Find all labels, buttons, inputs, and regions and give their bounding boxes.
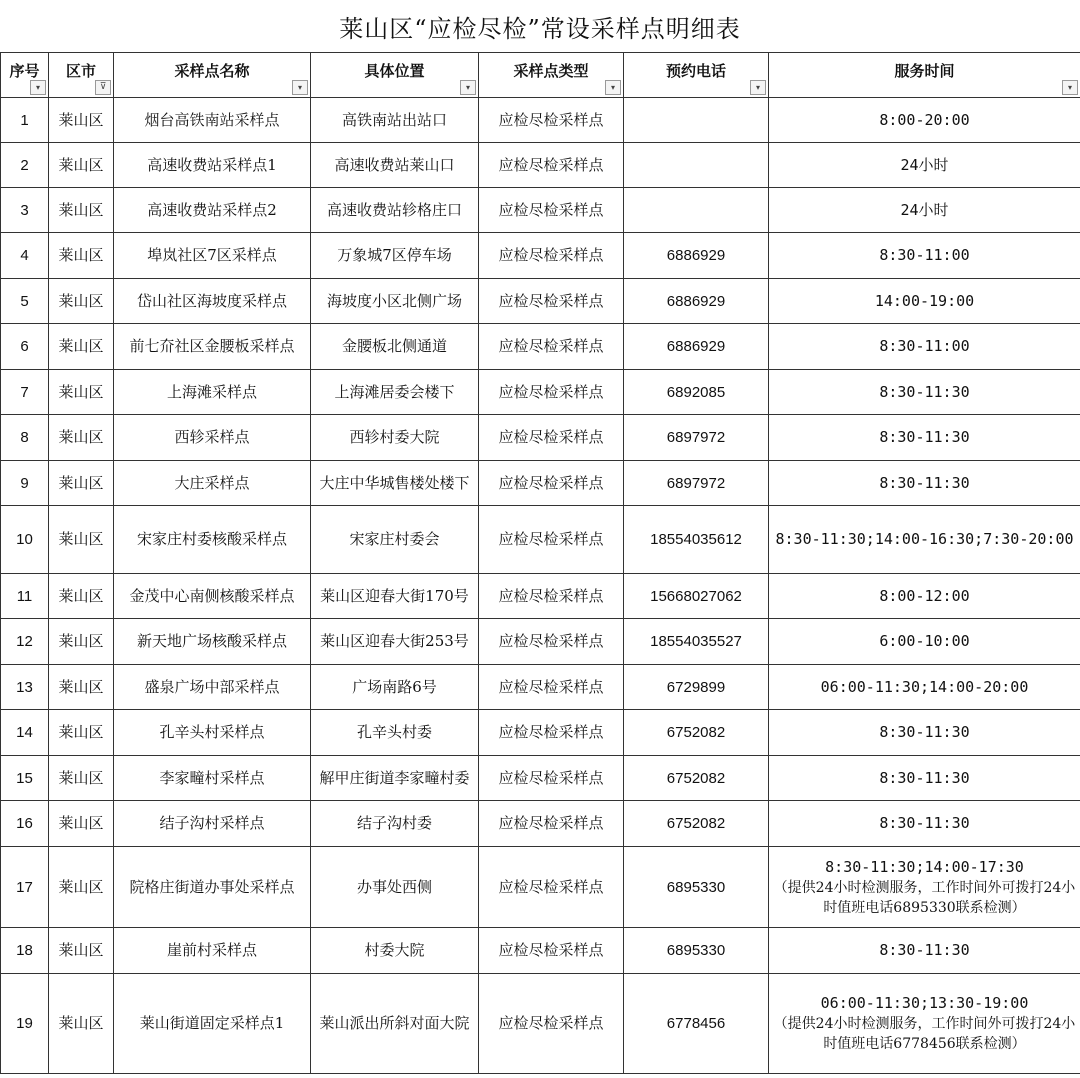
- cell-seq[interactable]: 6: [1, 324, 49, 370]
- cell-type[interactable]: 应检尽检采样点: [479, 233, 624, 279]
- cell-name[interactable]: 高速收费站采样点1: [114, 143, 311, 188]
- table-row: [1, 756, 1080, 801]
- cell-phone[interactable]: 18554035612: [624, 506, 769, 574]
- cell-type[interactable]: 应检尽检采样点: [479, 619, 624, 665]
- cell-type[interactable]: 应检尽检采样点: [479, 98, 624, 143]
- cell-phone[interactable]: 6886929: [624, 324, 769, 370]
- cell-district[interactable]: 莱山区: [49, 710, 114, 756]
- cell-name[interactable]: 岱山社区海坡度采样点: [114, 279, 311, 324]
- cell-phone[interactable]: 6752082: [624, 756, 769, 801]
- cell-hours[interactable]: 8:30-11:00: [769, 324, 1080, 370]
- table-row: [1, 574, 1080, 619]
- header-type: 采样点类型 ▾: [479, 53, 624, 98]
- cell-seq[interactable]: 12: [1, 619, 49, 665]
- cell-phone[interactable]: 15668027062: [624, 574, 769, 619]
- cell-type[interactable]: 应检尽检采样点: [479, 801, 624, 847]
- cell-hours[interactable]: 24小时: [769, 188, 1080, 233]
- cell-type[interactable]: 应检尽检采样点: [479, 370, 624, 415]
- cell-phone[interactable]: [624, 98, 769, 143]
- cell-district[interactable]: 莱山区: [49, 98, 114, 143]
- cell-location[interactable]: 高速收费站轸格庄口: [311, 188, 479, 233]
- table-row: [1, 188, 1080, 233]
- cell-seq[interactable]: 9: [1, 461, 49, 506]
- cell-seq[interactable]: 17: [1, 847, 49, 928]
- header-location: 具体位置 ▾: [311, 53, 479, 98]
- cell-phone[interactable]: 6895330: [624, 928, 769, 974]
- cell-phone[interactable]: 6886929: [624, 233, 769, 279]
- cell-phone[interactable]: 6778456: [624, 974, 769, 1074]
- cell-location[interactable]: 结子沟村委: [311, 801, 479, 847]
- cell-location[interactable]: 高铁南站出站口: [311, 98, 479, 143]
- cell-phone[interactable]: 18554035527: [624, 619, 769, 665]
- cell-type[interactable]: 应检尽检采样点: [479, 756, 624, 801]
- cell-name[interactable]: 金茂中心南侧核酸采样点: [114, 574, 311, 619]
- header-seq: 序号 ▾: [1, 53, 49, 98]
- cell-location[interactable]: 海坡度小区北侧广场: [311, 279, 479, 324]
- cell-location[interactable]: 宋家庄村委会: [311, 506, 479, 574]
- header-phone: 预约电话 ▾: [624, 53, 769, 98]
- cell-district[interactable]: 莱山区: [49, 143, 114, 188]
- cell-hours[interactable]: 8:00-20:00: [769, 98, 1080, 143]
- cell-hours[interactable]: 8:30-11:30: [769, 756, 1080, 801]
- cell-type[interactable]: 应检尽检采样点: [479, 928, 624, 974]
- cell-phone[interactable]: [624, 188, 769, 233]
- cell-district[interactable]: 莱山区: [49, 370, 114, 415]
- cell-name[interactable]: 院格庄街道办事处采样点: [114, 847, 311, 928]
- cell-district[interactable]: 莱山区: [49, 506, 114, 574]
- cell-seq[interactable]: 15: [1, 756, 49, 801]
- cell-name[interactable]: 李家疃村采样点: [114, 756, 311, 801]
- cell-name[interactable]: 结子沟村采样点: [114, 801, 311, 847]
- cell-seq[interactable]: 18: [1, 928, 49, 974]
- table-row: [1, 370, 1080, 415]
- table-row: [1, 665, 1080, 710]
- cell-district[interactable]: 莱山区: [49, 619, 114, 665]
- table-row: [1, 710, 1080, 756]
- cell-phone[interactable]: 6892085: [624, 370, 769, 415]
- filter-dropdown-icon[interactable]: ▾: [1062, 80, 1078, 95]
- cell-name[interactable]: 前七夼社区金腰板采样点: [114, 324, 311, 370]
- sheet-title: 莱山区“应检尽检”常设采样点明细表: [0, 0, 1080, 53]
- filter-dropdown-icon[interactable]: ▾: [30, 80, 46, 95]
- cell-seq[interactable]: 11: [1, 574, 49, 619]
- cell-phone[interactable]: [624, 143, 769, 188]
- cell-hours[interactable]: 8:00-12:00: [769, 574, 1080, 619]
- sampling-sites-table: [0, 52, 1080, 1074]
- table-row: [1, 619, 1080, 665]
- cell-district[interactable]: 莱山区: [49, 928, 114, 974]
- filter-active-icon[interactable]: ⊽: [95, 80, 111, 95]
- table-row: [1, 801, 1080, 847]
- cell-hours[interactable]: 06:00-11:30;13:30-19:00 （提供24小时检测服务，工作时间外可拨打24小时值班电话6778456联系检测）: [769, 974, 1080, 1074]
- cell-phone[interactable]: 6897972: [624, 415, 769, 461]
- table-row: [1, 143, 1080, 188]
- cell-phone[interactable]: 6897972: [624, 461, 769, 506]
- table-row: [1, 324, 1080, 370]
- cell-hours[interactable]: 06:00-11:30;14:00-20:00: [769, 665, 1080, 710]
- cell-location[interactable]: 莱山派出所斜对面大院: [311, 974, 479, 1074]
- table-row: [1, 279, 1080, 324]
- cell-seq[interactable]: 8: [1, 415, 49, 461]
- filter-dropdown-icon[interactable]: ▾: [605, 80, 621, 95]
- cell-hours[interactable]: 8:30-11:30: [769, 928, 1080, 974]
- filter-dropdown-icon[interactable]: ▾: [750, 80, 766, 95]
- cell-location[interactable]: 办事处西侧: [311, 847, 479, 928]
- cell-hours[interactable]: 8:30-11:30: [769, 461, 1080, 506]
- cell-hours[interactable]: 8:30-11:30: [769, 415, 1080, 461]
- table-row: [1, 847, 1080, 928]
- cell-type[interactable]: 应检尽检采样点: [479, 415, 624, 461]
- cell-type[interactable]: 应检尽检采样点: [479, 710, 624, 756]
- cell-seq[interactable]: 2: [1, 143, 49, 188]
- cell-type[interactable]: 应检尽检采样点: [479, 665, 624, 710]
- cell-location[interactable]: 村委大院: [311, 928, 479, 974]
- cell-location[interactable]: 莱山区迎春大街253号: [311, 619, 479, 665]
- cell-seq[interactable]: 14: [1, 710, 49, 756]
- cell-district[interactable]: 莱山区: [49, 847, 114, 928]
- cell-seq[interactable]: 13: [1, 665, 49, 710]
- cell-type[interactable]: 应检尽检采样点: [479, 188, 624, 233]
- cell-name[interactable]: 埠岚社区7区采样点: [114, 233, 311, 279]
- cell-district[interactable]: 莱山区: [49, 415, 114, 461]
- cell-location[interactable]: 解甲庄街道李家疃村委: [311, 756, 479, 801]
- table-row: [1, 928, 1080, 974]
- cell-hours[interactable]: 8:30-11:30: [769, 710, 1080, 756]
- cell-hours[interactable]: 6:00-10:00: [769, 619, 1080, 665]
- cell-hours[interactable]: 8:30-11:30: [769, 370, 1080, 415]
- cell-phone[interactable]: 6729899: [624, 665, 769, 710]
- cell-name[interactable]: 崖前村采样点: [114, 928, 311, 974]
- cell-location[interactable]: 上海滩居委会楼下: [311, 370, 479, 415]
- cell-type[interactable]: 应检尽检采样点: [479, 324, 624, 370]
- cell-name[interactable]: 莱山街道固定采样点1: [114, 974, 311, 1074]
- cell-district[interactable]: 莱山区: [49, 279, 114, 324]
- header-row: [1, 53, 1080, 98]
- cell-location[interactable]: 广场南路6号: [311, 665, 479, 710]
- cell-location[interactable]: 莱山区迎春大街170号: [311, 574, 479, 619]
- cell-hours[interactable]: 14:00-19:00: [769, 279, 1080, 324]
- cell-seq[interactable]: 10: [1, 506, 49, 574]
- cell-district[interactable]: 莱山区: [49, 974, 114, 1074]
- table-row: [1, 233, 1080, 279]
- cell-seq[interactable]: 1: [1, 98, 49, 143]
- cell-district[interactable]: 莱山区: [49, 665, 114, 710]
- cell-district[interactable]: 莱山区: [49, 461, 114, 506]
- cell-seq[interactable]: 19: [1, 974, 49, 1074]
- cell-phone[interactable]: 6886929: [624, 279, 769, 324]
- cell-name[interactable]: 西轸采样点: [114, 415, 311, 461]
- cell-district[interactable]: 莱山区: [49, 188, 114, 233]
- cell-name[interactable]: 大庄采样点: [114, 461, 311, 506]
- cell-seq[interactable]: 16: [1, 801, 49, 847]
- cell-type[interactable]: 应检尽检采样点: [479, 574, 624, 619]
- cell-district[interactable]: 莱山区: [49, 574, 114, 619]
- cell-location[interactable]: 金腰板北侧通道: [311, 324, 479, 370]
- cell-name[interactable]: 孔辛头村采样点: [114, 710, 311, 756]
- cell-seq[interactable]: 7: [1, 370, 49, 415]
- cell-name[interactable]: 宋家庄村委核酸采样点: [114, 506, 311, 574]
- filter-dropdown-icon[interactable]: ▾: [460, 80, 476, 95]
- cell-location[interactable]: 高速收费站莱山口: [311, 143, 479, 188]
- cell-location[interactable]: 孔辛头村委: [311, 710, 479, 756]
- cell-district[interactable]: 莱山区: [49, 801, 114, 847]
- cell-type[interactable]: 应检尽检采样点: [479, 506, 624, 574]
- cell-hours[interactable]: 8:30-11:30;14:00-17:30 （提供24小时检测服务，工作时间外可拨打24小时值班电话6895330联系检测）: [769, 847, 1080, 928]
- cell-location[interactable]: 万象城7区停车场: [311, 233, 479, 279]
- filter-dropdown-icon[interactable]: ▾: [292, 80, 308, 95]
- cell-district[interactable]: 莱山区: [49, 756, 114, 801]
- table-row: [1, 98, 1080, 143]
- cell-location[interactable]: 西轸村委大院: [311, 415, 479, 461]
- cell-hours[interactable]: 8:30-11:30;14:00-16:30;7:30-20:00: [769, 506, 1080, 574]
- cell-name[interactable]: 烟台高铁南站采样点: [114, 98, 311, 143]
- cell-phone[interactable]: 6752082: [624, 801, 769, 847]
- cell-district[interactable]: 莱山区: [49, 233, 114, 279]
- table-row: [1, 974, 1080, 1074]
- cell-hours[interactable]: 8:30-11:30: [769, 801, 1080, 847]
- table-row: [1, 415, 1080, 461]
- cell-seq[interactable]: 3: [1, 188, 49, 233]
- cell-name[interactable]: 高速收费站采样点2: [114, 188, 311, 233]
- cell-type[interactable]: 应检尽检采样点: [479, 847, 624, 928]
- cell-hours-note: （提供24小时检测服务，工作时间外可拨打24小时值班电话6895330联系检测）: [773, 879, 1076, 916]
- cell-name[interactable]: 上海滩采样点: [114, 370, 311, 415]
- cell-hours-note: （提供24小时检测服务，工作时间外可拨打24小时值班电话6778456联系检测）: [773, 1016, 1076, 1052]
- cell-seq[interactable]: 4: [1, 233, 49, 279]
- cell-location[interactable]: 大庄中华城售楼处楼下: [311, 461, 479, 506]
- cell-hours[interactable]: 8:30-11:00: [769, 233, 1080, 279]
- header-hours: 服务时间 ▾: [769, 53, 1080, 98]
- cell-type[interactable]: 应检尽检采样点: [479, 461, 624, 506]
- cell-hours[interactable]: 24小时: [769, 143, 1080, 188]
- cell-type[interactable]: 应检尽检采样点: [479, 974, 624, 1074]
- cell-type[interactable]: 应检尽检采样点: [479, 279, 624, 324]
- cell-type[interactable]: 应检尽检采样点: [479, 143, 624, 188]
- cell-seq[interactable]: 5: [1, 279, 49, 324]
- cell-district[interactable]: 莱山区: [49, 324, 114, 370]
- cell-name[interactable]: 盛泉广场中部采样点: [114, 665, 311, 710]
- cell-phone[interactable]: 6895330: [624, 847, 769, 928]
- cell-name[interactable]: 新天地广场核酸采样点: [114, 619, 311, 665]
- table-row: [1, 461, 1080, 506]
- cell-phone[interactable]: 6752082: [624, 710, 769, 756]
- table-row: [1, 506, 1080, 574]
- header-name: 采样点名称 ▾: [114, 53, 311, 98]
- header-district: 区市 ⊽: [49, 53, 114, 98]
